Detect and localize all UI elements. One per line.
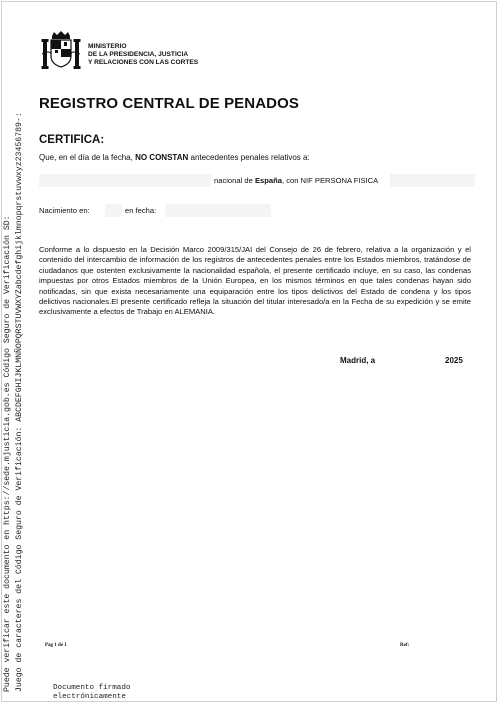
signature-note [53,684,130,702]
redacted-birthplace [105,204,122,217]
signature-line: Documento firmado [53,684,131,692]
statement-prefix: Que, en el día de la fecha, [39,153,136,162]
ministry-line: DE LA PRESIDENCIA, JUSTICIA [88,51,189,58]
nacional-label: nacional de [214,176,255,185]
verification-side-text [2,70,42,690]
nationality-text [214,176,378,185]
document-title: REGISTRO CENTRAL DE PENADOS [39,95,299,112]
birth-row [39,204,479,218]
country-name: España [254,176,282,185]
signature-line: electrónicamente [53,693,126,701]
statement-bold: NO CONSTAN [135,153,189,162]
en-fecha-label: en fecha: [125,206,157,215]
ministry-name [88,43,198,67]
redacted-nif [390,174,475,187]
coat-of-arms-icon [40,30,82,74]
legal-paragraph: Conforme a lo dispuesto en la Decisión Marco 2009/315/JAI del Consejo de 26 de febrero, relativa a la organización y el contenido del intercambio de información de los registros de antecedentes penales entre los Estados miembros, tratándose de ciudadanos que ostenten exclusivamente la nacionalidad española, el presente certificado incluye, en su caso, las condenas impuestas por otros Estados miembros de la Unión Europea, en los mismos términos en que tales condenas hayan sido notificadas, sin que exista necesariamente una equiparación entre los tipos delictivos del Estado de condena y los tipos delictivos nacionales.El presente certificado refleja la situación del titular interesado/a en la Fecha de su expedición y se emite exclusivamente a efectos de Trabajo en ALEMANIA. [39,245,471,317]
issue-year: 2025 [445,356,463,365]
ministry-line: MINISTERIO [88,43,127,50]
verification-url-line: Puede verificar este documento en https://sede.mjusticia.gob.es Código Seguro de Verificación SD: [3,215,12,692]
redacted-birthdate [165,204,271,217]
statement-suffix: antecedentes penales relativos a: [188,153,310,162]
reference-label: Ref: [400,643,410,648]
certification-statement [39,153,310,162]
identity-row [39,174,479,188]
verification-charset-line: Juego de caracteres del Código Seguro de Verificación: ABCDEFGHIJKLMNÑOPQRSTUVWXYZabcdefghijklmnopqrstuvwxyz23456789-: [15,112,24,692]
redacted-name [39,174,211,187]
ministry-line: Y RELACIONES CON LAS CORTES [88,59,199,66]
place-date-label: Madrid, a [340,356,376,365]
certifica-heading: CERTIFICA: [39,134,105,146]
page-number: Pag 1 de 1 [45,643,67,648]
nif-label: , con NIF PERSONA FISICA [281,176,379,185]
nacimiento-label: Nacimiento en: [39,206,90,215]
